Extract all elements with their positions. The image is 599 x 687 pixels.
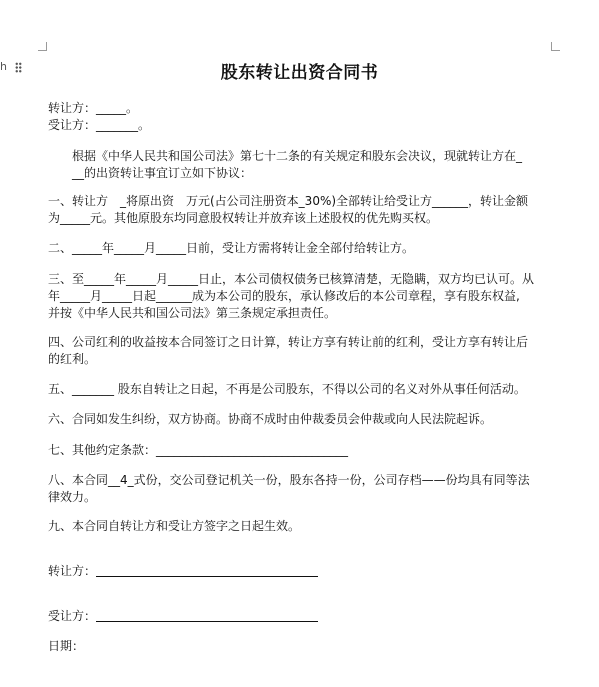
transferee-line: 受让方：_______。 bbox=[48, 118, 151, 132]
date-label: 日期： bbox=[48, 639, 85, 653]
clause-4-line-2: 的红利。 bbox=[48, 352, 97, 366]
preamble-line-1: 根据《中华人民共和国公司法》第七十二条的有关规定和股东会决议，现就转让方在_ bbox=[72, 149, 523, 163]
clause-4-line-1: 四、公司红利的收益按本合同签订之日计算，转让方享有转让前的红利，受让方享有转让后 bbox=[48, 335, 529, 349]
clause-1-line-1: 一、转让方 _将原出资 万元(占公司注册资本_30%)全部转让给受让方______，转让金额 bbox=[48, 194, 529, 208]
clause-9: 九、本合同自转让方和受让方签字之日起生效。 bbox=[48, 519, 301, 533]
transferor-signature-row bbox=[48, 563, 318, 580]
page-corner-mark-left bbox=[38, 42, 47, 51]
page-corner-mark-right bbox=[551, 42, 560, 51]
transferor-line: 转让方：_____。 bbox=[48, 101, 139, 115]
transferee-signature-row bbox=[48, 608, 318, 625]
margin-glyph: h bbox=[0, 60, 7, 73]
clause-3-line-3: 并按《中华人民共和国公司法》第三条规定承担责任。 bbox=[48, 306, 337, 320]
transferor-signature-line bbox=[96, 564, 318, 577]
clause-1-line-2: 为_____元。其他原股东均同意股权转让并放弃该上述股权的优先购买权。 bbox=[48, 211, 439, 225]
date-row bbox=[48, 638, 84, 655]
clause-2: 二、_____年_____月_____日前，受让方需将转让金全部付给转让方。 bbox=[48, 241, 415, 255]
clause-5: 五、_______ 股东自转让之日起，不再是公司股东，不得以公司的名义对外从事任何活动。 bbox=[48, 382, 526, 396]
clause-3-line-1: 三、至_____年_____月_____日止，本公司债权债务已核算清楚，无隐瞒，双方均已认可。从 bbox=[48, 272, 535, 286]
clause-6: 六、合同如发生纠纷，双方协商。协商不成时由仲裁委员会仲裁或向人民法院起诉。 bbox=[48, 412, 493, 426]
document-title: 股东转让出资合同书 bbox=[220, 63, 379, 83]
clause-7: 七、其他约定条款：________________________________ bbox=[48, 443, 349, 457]
transferee-signature-line bbox=[96, 609, 318, 622]
clause-3-line-2: 年_____月_____日起______成为本公司的股东，承认修改后的本公司章程，享有股东权益, bbox=[48, 289, 520, 303]
transferor-signature-label: 转让方： bbox=[48, 564, 97, 578]
clause-8-line-1: 八、本合同__4_式份，交公司登记机关一份，股东各持一份，公司存档——份均具有同等法 bbox=[48, 473, 530, 487]
preamble-line-2: __的出资转让事宜订立如下协议： bbox=[72, 166, 253, 180]
clause-8-line-2: 律效力。 bbox=[48, 490, 97, 504]
transferee-signature-label: 受让方： bbox=[48, 609, 97, 623]
